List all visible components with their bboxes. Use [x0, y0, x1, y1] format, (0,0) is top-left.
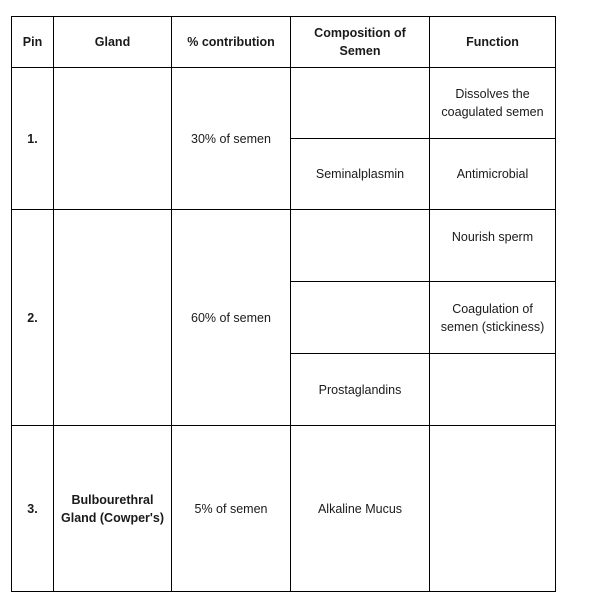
composition-cell	[291, 68, 430, 139]
semen-composition-table	[11, 16, 556, 592]
header-row	[12, 17, 556, 68]
table-row	[12, 210, 556, 282]
function-cell: Dissolves the coagulated semen	[430, 68, 556, 139]
function-cell: Coagulation of semen (stickiness)	[430, 282, 556, 354]
function-cell	[430, 354, 556, 426]
table-row	[12, 426, 556, 592]
function-cell	[430, 426, 556, 592]
contribution-cell: 5% of semen	[172, 426, 291, 592]
header-function: Function	[430, 17, 556, 68]
composition-cell: Alkaline Mucus	[291, 426, 430, 592]
header-gland: Gland	[54, 17, 172, 68]
contribution-cell: 30% of semen	[172, 68, 291, 210]
header-pin: Pin	[12, 17, 54, 68]
header-composition: Composition of Semen	[291, 17, 430, 68]
function-cell: Antimicrobial	[430, 139, 556, 210]
composition-cell	[291, 282, 430, 354]
pin-cell: 1.	[12, 68, 54, 210]
pin-cell: 2.	[12, 210, 54, 426]
gland-cell: Bulbourethral Gland (Cowper's)	[54, 426, 172, 592]
pin-cell: 3.	[12, 426, 54, 592]
gland-cell	[54, 210, 172, 426]
table-row	[12, 68, 556, 139]
composition-cell: Prostaglandins	[291, 354, 430, 426]
function-cell: Nourish sperm	[430, 210, 556, 282]
header-contribution: % contribution	[172, 17, 291, 68]
composition-cell	[291, 210, 430, 282]
gland-cell	[54, 68, 172, 210]
contribution-cell: 60% of semen	[172, 210, 291, 426]
composition-cell: Seminalplasmin	[291, 139, 430, 210]
